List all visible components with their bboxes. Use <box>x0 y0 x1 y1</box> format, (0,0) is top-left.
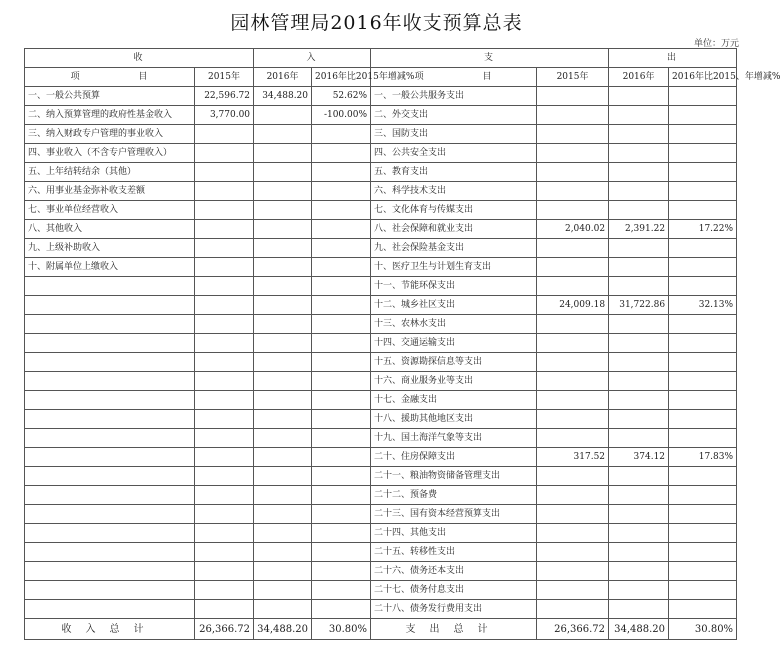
expense-item-cell: 十五、资源勘探信息等支出 <box>371 353 537 372</box>
expense-change-cell <box>669 581 737 600</box>
income-item-cell <box>25 562 195 581</box>
income-change-cell <box>312 505 371 524</box>
income-2016-cell <box>254 410 312 429</box>
expense-2016-cell <box>609 201 669 220</box>
expense-item-cell: 十六、商业服务业等支出 <box>371 372 537 391</box>
expense-item-cell: 十九、国土海洋气象等支出 <box>371 429 537 448</box>
income-section-label-1: 收 <box>25 49 254 68</box>
table-row <box>25 182 737 201</box>
budget-table <box>24 48 780 640</box>
expense-change-cell <box>669 258 737 277</box>
table-row <box>25 353 737 372</box>
income-2015-cell: 22,596.72 <box>195 87 254 106</box>
expense-2015-cell <box>537 182 609 201</box>
expense-2016-cell: 2,391.22 <box>609 220 669 239</box>
expense-change-cell <box>669 125 737 144</box>
expense-2016-cell <box>609 467 669 486</box>
expense-total-2016: 34,488.20 <box>609 619 669 640</box>
expense-change-cell <box>669 87 737 106</box>
income-change-cell <box>312 486 371 505</box>
income-2015-cell <box>195 220 254 239</box>
expense-item-cell: 十二、城乡社区支出 <box>371 296 537 315</box>
expense-item-header: 项 目 <box>371 68 537 87</box>
income-2016-cell <box>254 258 312 277</box>
expense-2015-cell <box>537 562 609 581</box>
expense-change-cell <box>669 543 737 562</box>
table-row <box>25 600 737 619</box>
income-item-cell <box>25 391 195 410</box>
income-change-cell <box>312 410 371 429</box>
income-item-cell <box>25 524 195 543</box>
income-item-cell <box>25 581 195 600</box>
expense-item-cell: 二十八、债务发行费用支出 <box>371 600 537 619</box>
expense-change-cell: 17.22% <box>669 220 737 239</box>
income-2016-cell <box>254 220 312 239</box>
expense-change-cell <box>669 277 737 296</box>
income-item-header: 项 目 <box>25 68 195 87</box>
expense-change-cell: 32.13% <box>669 296 737 315</box>
expense-2015-cell <box>537 467 609 486</box>
expense-2015-cell <box>537 201 609 220</box>
income-change-cell <box>312 467 371 486</box>
income-total-label: 收入总计 <box>25 619 195 640</box>
expense-change-cell <box>669 562 737 581</box>
expense-item-cell: 十一、节能环保支出 <box>371 277 537 296</box>
expense-2015-cell <box>537 505 609 524</box>
expense-2015-cell <box>537 581 609 600</box>
table-row <box>25 581 737 600</box>
income-item-cell <box>25 543 195 562</box>
income-change-cell <box>312 600 371 619</box>
table-row <box>25 429 737 448</box>
income-2016-cell <box>254 524 312 543</box>
table-row <box>25 220 737 239</box>
expense-item-cell: 十四、交通运输支出 <box>371 334 537 353</box>
expense-2015-cell <box>537 391 609 410</box>
expense-change-cell <box>669 144 737 163</box>
income-2016-cell <box>254 600 312 619</box>
expense-change-header: 2016年比2015、年增减% <box>669 68 737 87</box>
expense-item-cell: 二十三、国有资本经营预算支出 <box>371 505 537 524</box>
expense-2015-cell <box>537 353 609 372</box>
income-change-cell <box>312 524 371 543</box>
expense-2015-cell <box>537 372 609 391</box>
income-change-cell <box>312 562 371 581</box>
expense-change-cell <box>669 486 737 505</box>
expense-item-cell: 三、国防支出 <box>371 125 537 144</box>
expense-2015-cell <box>537 524 609 543</box>
income-item-cell: 七、事业单位经营收入 <box>25 201 195 220</box>
income-2016-cell <box>254 163 312 182</box>
expense-change-cell <box>669 600 737 619</box>
expense-2016-cell <box>609 600 669 619</box>
income-item-cell <box>25 486 195 505</box>
expense-change-cell <box>669 524 737 543</box>
income-2016-cell <box>254 467 312 486</box>
expense-change-cell <box>669 505 737 524</box>
income-item-cell <box>25 467 195 486</box>
income-2015-cell <box>195 467 254 486</box>
income-2016-cell <box>254 144 312 163</box>
income-change-cell <box>312 334 371 353</box>
income-item-cell: 二、纳入预算管理的政府性基金收入 <box>25 106 195 125</box>
expense-item-cell: 七、文化体育与传媒支出 <box>371 201 537 220</box>
column-header-row <box>25 68 737 87</box>
table-row <box>25 505 737 524</box>
income-2016-cell <box>254 201 312 220</box>
expense-2016-cell <box>609 562 669 581</box>
income-change-cell <box>312 296 371 315</box>
income-2015-cell <box>195 315 254 334</box>
expense-item-cell: 六、科学技术支出 <box>371 182 537 201</box>
expense-2016-cell <box>609 277 669 296</box>
income-2016-cell <box>254 106 312 125</box>
expense-2015-cell <box>537 144 609 163</box>
income-change-cell <box>312 543 371 562</box>
income-change-cell <box>312 220 371 239</box>
income-2015-cell <box>195 372 254 391</box>
table-row <box>25 410 737 429</box>
expense-item-cell: 二十二、预备费 <box>371 486 537 505</box>
table-row <box>25 258 737 277</box>
table-row <box>25 144 737 163</box>
expense-2015-cell <box>537 315 609 334</box>
income-item-cell <box>25 334 195 353</box>
expense-change-cell <box>669 429 737 448</box>
income-2015-cell <box>195 562 254 581</box>
expense-2015-cell <box>537 600 609 619</box>
income-2016-cell <box>254 182 312 201</box>
income-change-cell <box>312 372 371 391</box>
expense-item-cell: 二、外交支出 <box>371 106 537 125</box>
income-change-cell <box>312 144 371 163</box>
expense-item-cell: 二十一、粮油物资储备管理支出 <box>371 467 537 486</box>
expense-item-cell: 九、社会保险基金支出 <box>371 239 537 258</box>
income-item-cell: 一、一般公共预算 <box>25 87 195 106</box>
expense-2015-cell: 24,009.18 <box>537 296 609 315</box>
expense-2016-cell <box>609 486 669 505</box>
income-item-cell: 六、用事业基金弥补收支差额 <box>25 182 195 201</box>
income-2016-cell <box>254 277 312 296</box>
income-2015-cell <box>195 410 254 429</box>
income-2016-cell <box>254 296 312 315</box>
expense-item-cell: 二十五、转移性支出 <box>371 543 537 562</box>
income-2015-cell <box>195 296 254 315</box>
income-total-2015: 26,366.72 <box>195 619 254 640</box>
expense-total-2015: 26,366.72 <box>537 619 609 640</box>
income-2015-cell <box>195 258 254 277</box>
table-row <box>25 277 737 296</box>
expense-2015-cell <box>537 239 609 258</box>
income-2016-cell <box>254 581 312 600</box>
expense-2016-cell <box>609 353 669 372</box>
income-2015-cell <box>195 429 254 448</box>
expense-2015-cell <box>537 258 609 277</box>
table-row <box>25 448 737 467</box>
expense-2016-cell <box>609 239 669 258</box>
income-change-cell <box>312 125 371 144</box>
income-2015-cell <box>195 581 254 600</box>
income-2015-cell <box>195 163 254 182</box>
expense-change-cell <box>669 353 737 372</box>
expense-item-cell: 二十七、债务付息支出 <box>371 581 537 600</box>
income-2015-cell <box>195 524 254 543</box>
income-change-cell <box>312 429 371 448</box>
table-row <box>25 201 737 220</box>
expense-change-cell: 17.83% <box>669 448 737 467</box>
income-2015-cell <box>195 391 254 410</box>
income-item-cell: 十、附属单位上缴收入 <box>25 258 195 277</box>
expense-change-cell <box>669 334 737 353</box>
expense-2015-cell <box>537 277 609 296</box>
income-2016-cell <box>254 486 312 505</box>
expense-item-cell: 二十六、债务还本支出 <box>371 562 537 581</box>
income-total-2016: 34,488.20 <box>254 619 312 640</box>
table-row <box>25 163 737 182</box>
expense-total-label: 支出总计 <box>371 619 537 640</box>
income-2015-header: 2015年 <box>195 68 254 87</box>
expense-2015-cell <box>537 543 609 562</box>
income-total-change: 30.80% <box>312 619 371 640</box>
income-2015-cell <box>195 543 254 562</box>
expense-2016-cell <box>609 543 669 562</box>
table-row <box>25 391 737 410</box>
table-row <box>25 296 737 315</box>
income-change-cell <box>312 182 371 201</box>
income-change-cell <box>312 239 371 258</box>
expense-2015-cell <box>537 163 609 182</box>
income-change-cell <box>312 315 371 334</box>
expense-item-cell: 十八、援助其他地区支出 <box>371 410 537 429</box>
income-item-cell: 九、上级补助收入 <box>25 239 195 258</box>
income-change-header: 2016年比2015年增减% <box>312 68 371 87</box>
income-2016-cell <box>254 239 312 258</box>
table-row <box>25 239 737 258</box>
income-item-cell: 三、纳入财政专户管理的事业收入 <box>25 125 195 144</box>
table-row <box>25 87 737 106</box>
expense-change-cell <box>669 467 737 486</box>
income-2015-cell <box>195 182 254 201</box>
income-2016-header: 2016年 <box>254 68 312 87</box>
expense-item-cell: 四、公共安全支出 <box>371 144 537 163</box>
income-2016-cell <box>254 391 312 410</box>
expense-2015-cell <box>537 410 609 429</box>
expense-2016-cell <box>609 410 669 429</box>
income-change-cell <box>312 258 371 277</box>
income-2016-cell <box>254 372 312 391</box>
income-change-cell <box>312 353 371 372</box>
table-row <box>25 562 737 581</box>
income-2016-cell <box>254 125 312 144</box>
expense-2015-cell <box>537 125 609 144</box>
income-2015-cell <box>195 277 254 296</box>
table-row <box>25 125 737 144</box>
total-row <box>25 619 737 640</box>
income-item-cell <box>25 410 195 429</box>
expense-change-cell <box>669 182 737 201</box>
income-item-cell: 八、其他收入 <box>25 220 195 239</box>
income-2015-cell <box>195 239 254 258</box>
expense-2015-cell <box>537 486 609 505</box>
expense-2016-cell <box>609 581 669 600</box>
income-2016-cell <box>254 334 312 353</box>
income-2015-cell <box>195 334 254 353</box>
income-change-cell <box>312 277 371 296</box>
expense-change-cell <box>669 163 737 182</box>
expense-change-cell <box>669 391 737 410</box>
income-2016-cell <box>254 505 312 524</box>
income-change-cell <box>312 391 371 410</box>
income-item-cell <box>25 277 195 296</box>
expense-2016-cell <box>609 315 669 334</box>
expense-change-cell <box>669 315 737 334</box>
section-header-row <box>25 49 737 68</box>
income-change-cell <box>312 201 371 220</box>
expense-2016-cell: 374.12 <box>609 448 669 467</box>
income-2015-cell <box>195 505 254 524</box>
income-item-cell <box>25 353 195 372</box>
expense-item-cell: 八、社会保障和就业支出 <box>371 220 537 239</box>
expense-2015-header: 2015年 <box>537 68 609 87</box>
expense-section-label-2: 出 <box>609 49 737 68</box>
expense-2016-cell <box>609 163 669 182</box>
income-item-cell: 五、上年结转结余（其他） <box>25 163 195 182</box>
income-change-cell: 52.62% <box>312 87 371 106</box>
expense-2015-cell <box>537 429 609 448</box>
expense-change-cell <box>669 239 737 258</box>
expense-item-cell: 一、一般公共服务支出 <box>371 87 537 106</box>
expense-item-cell: 五、教育支出 <box>371 163 537 182</box>
income-2015-cell <box>195 448 254 467</box>
income-item-cell <box>25 600 195 619</box>
expense-item-cell: 二十、住房保障支出 <box>371 448 537 467</box>
expense-2016-cell <box>609 524 669 543</box>
expense-2016-cell <box>609 391 669 410</box>
expense-2015-cell: 2,040.02 <box>537 220 609 239</box>
expense-2015-cell: 317.52 <box>537 448 609 467</box>
income-2015-cell <box>195 600 254 619</box>
expense-total-change: 30.80% <box>669 619 737 640</box>
table-body <box>25 87 737 619</box>
income-section-label-2: 入 <box>254 49 371 68</box>
income-2016-cell <box>254 543 312 562</box>
expense-2016-cell <box>609 125 669 144</box>
income-2015-cell <box>195 125 254 144</box>
expense-2016-cell <box>609 144 669 163</box>
expense-change-cell <box>669 106 737 125</box>
income-item-cell: 四、事业收入（不含专户管理收入） <box>25 144 195 163</box>
expense-2015-cell <box>537 334 609 353</box>
income-2015-cell <box>195 353 254 372</box>
income-2016-cell <box>254 429 312 448</box>
income-item-cell <box>25 505 195 524</box>
income-item-cell <box>25 448 195 467</box>
income-change-cell: -100.00% <box>312 106 371 125</box>
expense-2016-cell: 31,722.86 <box>609 296 669 315</box>
expense-item-cell: 十三、农林水支出 <box>371 315 537 334</box>
table-row <box>25 315 737 334</box>
expense-section-label-1: 支 <box>371 49 609 68</box>
income-item-cell <box>25 372 195 391</box>
page-title: 园林管理局2016年收支预算总表 <box>230 12 523 34</box>
expense-item-cell: 十七、金融支出 <box>371 391 537 410</box>
table-row <box>25 543 737 562</box>
expense-change-cell <box>669 372 737 391</box>
income-2016-cell <box>254 353 312 372</box>
expense-2016-cell <box>609 182 669 201</box>
table-row <box>25 372 737 391</box>
income-2015-cell: 3,770.00 <box>195 106 254 125</box>
expense-2016-cell <box>609 372 669 391</box>
expense-item-cell: 二十四、其他支出 <box>371 524 537 543</box>
table-row <box>25 524 737 543</box>
income-2016-cell <box>254 562 312 581</box>
income-2016-cell <box>254 448 312 467</box>
expense-2016-cell <box>609 258 669 277</box>
expense-2016-header: 2016年 <box>609 68 669 87</box>
income-item-cell <box>25 429 195 448</box>
income-2016-cell <box>254 315 312 334</box>
table-row <box>25 486 737 505</box>
expense-2016-cell <box>609 505 669 524</box>
expense-change-cell <box>669 410 737 429</box>
expense-2016-cell <box>609 87 669 106</box>
income-item-cell <box>25 315 195 334</box>
expense-2015-cell <box>537 87 609 106</box>
income-change-cell <box>312 581 371 600</box>
table-row <box>25 334 737 353</box>
expense-2016-cell <box>609 429 669 448</box>
expense-change-cell <box>669 201 737 220</box>
income-item-cell <box>25 296 195 315</box>
unit-label: 单位：万元 <box>693 39 739 49</box>
expense-2015-cell <box>537 106 609 125</box>
table-row <box>25 106 737 125</box>
income-change-cell <box>312 163 371 182</box>
table-row <box>25 467 737 486</box>
income-2015-cell <box>195 144 254 163</box>
income-change-cell <box>312 448 371 467</box>
expense-2016-cell <box>609 106 669 125</box>
expense-item-cell: 十、医疗卫生与计划生育支出 <box>371 258 537 277</box>
income-2016-cell: 34,488.20 <box>254 87 312 106</box>
income-2015-cell <box>195 201 254 220</box>
income-2015-cell <box>195 486 254 505</box>
expense-2016-cell <box>609 334 669 353</box>
